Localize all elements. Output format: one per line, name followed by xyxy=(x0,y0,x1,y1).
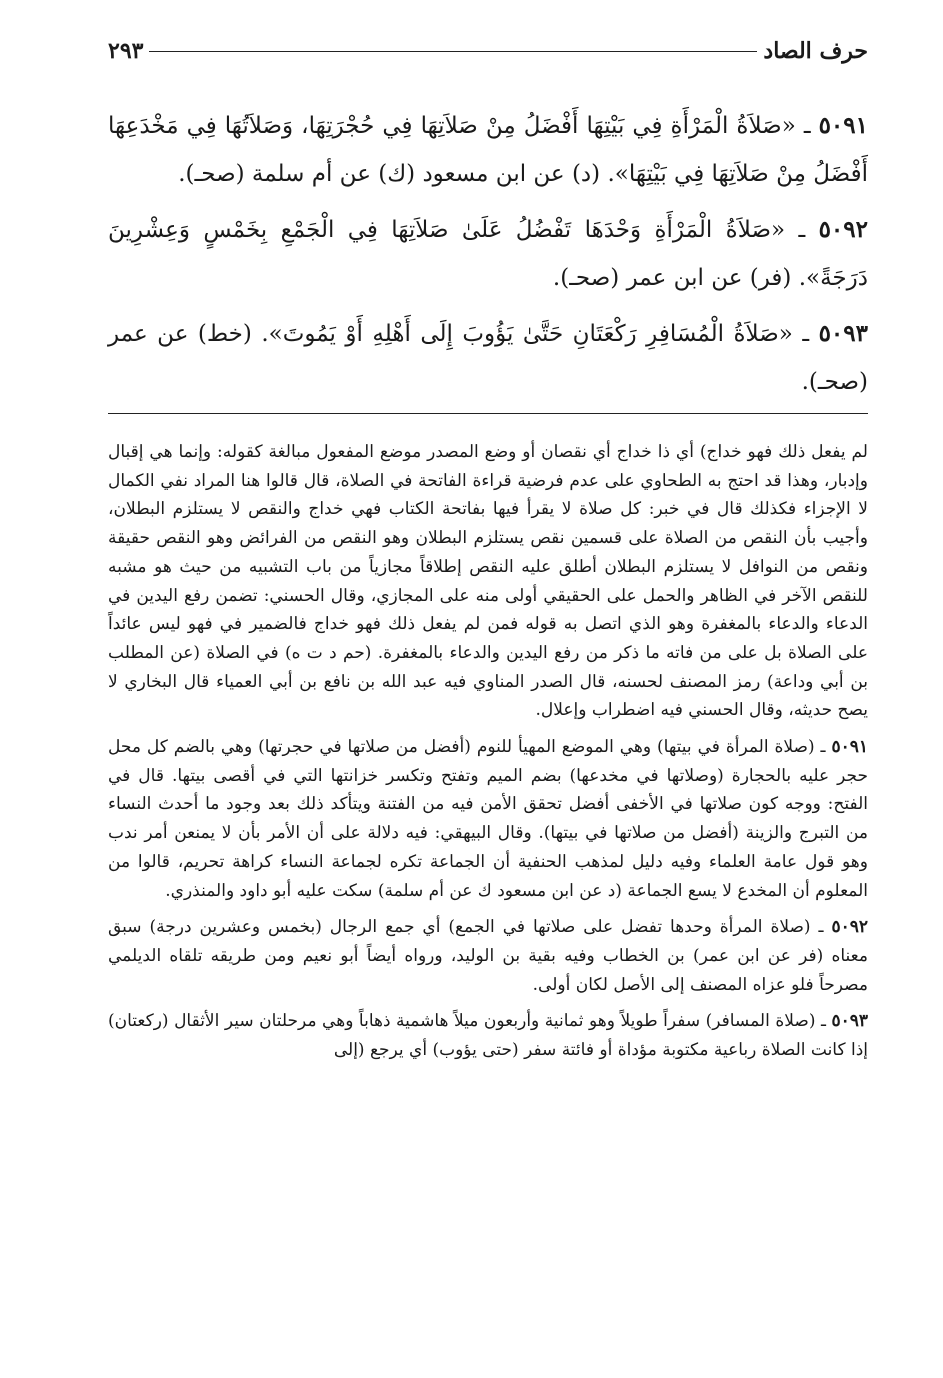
commentary-paragraph xyxy=(108,913,868,999)
hadith-text: «صَلاَةُ الْمُسَافِرِ رَكْعَتَانِ حَتَّىٰ يَؤُوبَ إِلَى أَهْلِهِ أَوْ يَمُوتَ». (خط) عن عمر (صحـ). xyxy=(108,321,868,395)
commentary-text: لم يفعل ذلك فهو خداج) أي ذا خداج أي نقصان أو وضع المصدر موضع المفعول مبالغة كقوله: وإنما هي إقبال وإدبار، وهذا قد احتج به الطحاوي على عدم فرضية قراءة الفاتحة في الصلاة، قال قالوا هنا المراد نفي الكمال لا الإجزاء فكذلك قال في خبر: كل صلاة لا يقرأ فيها بفاتحة الكتاب فهي خداج والنقص لا يستلزم البطلان، وأجيب بأن النقص من الصلاة على قسمين نقص يستلزم البطلان وهو النقص من الفرائض وهو النقص حقيقة ونقص من النوافل لا يستلزم البطلان أطلق عليه النقص إطلاقاً مجازياً من باب التشبيه من حيث هو مشبه للنقص الآخر في الظاهر والحمل على الحقيقي أولى منه على المجازي، وقال الحسني: تضمن رفع اليدين في الدعاء والدعاء بالمغفرة وهو الذي اتصل به قوله فمن لم يفعل ذلك فهو خداج فالضمير في فهو ليس عائداً على الصلاة بل على من فاته ما ذكر من رفع اليدين والدعاء بالمغفرة. (حم د ت ه) في الصلاة (عن المطلب بن أبي وداعة) رمز المصنف لحسنه، قال الصدر المناوي فيه عبد الله بن نافع بن أبي العمياء قال البخاري لا يصح حديثه، وقال الحسني فيه اضطراب وإعلال. xyxy=(108,442,868,721)
hadith-section xyxy=(108,102,868,406)
hadith-entry xyxy=(108,310,868,406)
number-separator: ـ xyxy=(785,217,819,243)
book-page xyxy=(108,30,868,1360)
hadith-number: ٥٠٩٣ xyxy=(818,320,868,347)
commentary-paragraph xyxy=(108,733,868,905)
section-divider xyxy=(108,413,868,414)
page-number: ٢٩٣ xyxy=(108,38,144,64)
commentary-paragraph xyxy=(108,438,868,725)
hadith-entry xyxy=(108,206,868,302)
chapter-title: حرف الصاد xyxy=(763,38,868,64)
number-separator: ـ xyxy=(814,737,832,758)
number-separator: ـ xyxy=(815,1011,832,1032)
commentary-number: ٥٠٩٢ xyxy=(831,917,868,938)
hadith-number: ٥٠٩١ xyxy=(818,112,868,139)
commentary-text: (صلاة المسافر) سفراً طويلاً وهو ثمانية وأربعون ميلاً هاشمية ذهاباً وهي مرحلتان سير الأثقال (ركعتان) إذا كانت الصلاة رباعية مكتوبة مؤداة أو فائتة سفر (حتى يؤوب) أي يرجع (إلى xyxy=(108,1011,868,1061)
commentary-text: (صلاة المرأة في بيتها) وهي الموضع المهيأ للنوم (أفضل من صلاتها في حجرتها) وهي بالضم كل محل حجر عليه بالحجارة (وصلاتها في مخدعها) بضم الميم وتفتح وتكسر خزانتها التي في أقصى بيتها. قال في الفتح: ووجه كون صلاتها في الأخفى أفضل تحقق الأمن فيه من الفتنة ويتأكد ذلك بعد وجود ما أحدث النساء من التبرج والزينة (أفضل من صلاتها في بيتها). وقال البيهقي: فيه دلالة على أن الأمر بأن لا يمنعن أمر ندب وهو قول عامة العلماء وفيه دليل لمذهب الحنفية أن الجماعة تكره لجماعة النساء كراهة تحريم، قالوا من المعلوم أن المخدع لا يسع الجماعة (د عن ابن مسعود ك عن أم سلمة) سكت عليه أبو داود والمنذري. xyxy=(108,737,868,901)
commentary-text: (صلاة المرأة وحدها تفضل على صلاتها في الجمع) أي جمع الرجال (بخمس وعشرين درجة) سبق معناه (فر عن ابن عمر) بن الخطاب وفيه بقية بن الوليد، ورواه أيضاً أبو نعيم ومن طريقه تلقاه الديلمي مصرحاً فلو عزاه المصنف إلى الأصل لكان أولى. xyxy=(108,917,868,995)
number-separator: ـ xyxy=(795,113,819,139)
running-head xyxy=(108,30,868,72)
commentary-number: ٥٠٩٣ xyxy=(831,1011,868,1032)
number-separator: ـ xyxy=(810,917,832,938)
hadith-entry xyxy=(108,102,868,198)
commentary-number: ٥٠٩١ xyxy=(831,737,869,758)
header-rule xyxy=(149,51,757,52)
hadith-number: ٥٠٩٢ xyxy=(818,216,868,243)
hadith-text: «صَلاَةُ الْمَرْأَةِ وَحْدَهَا تَفْضُلُ عَلَىٰ صَلاَتِهَا فِي الْجَمْعِ بِخَمْسٍ وَعِشْرِينَ دَرَجَةً». (فر) عن ابن عمر (صحـ). xyxy=(108,217,868,291)
number-separator: ـ xyxy=(792,321,819,347)
commentary-section xyxy=(108,438,868,1073)
hadith-text: «صَلاَةُ الْمَرْأَةِ فِي بَيْتِهَا أَفْضَلُ مِنْ صَلاَتِهَا فِي حُجْرَتِهَا، وَصَلاَتُهَا فِي مَخْدَعِهَا أَفْضَلُ مِنْ صَلاَتِهَا فِي بَيْتِهَا». (د) عن ابن مسعود (ك) عن أم سلمة (صحـ). xyxy=(108,113,868,187)
commentary-paragraph xyxy=(108,1007,868,1064)
